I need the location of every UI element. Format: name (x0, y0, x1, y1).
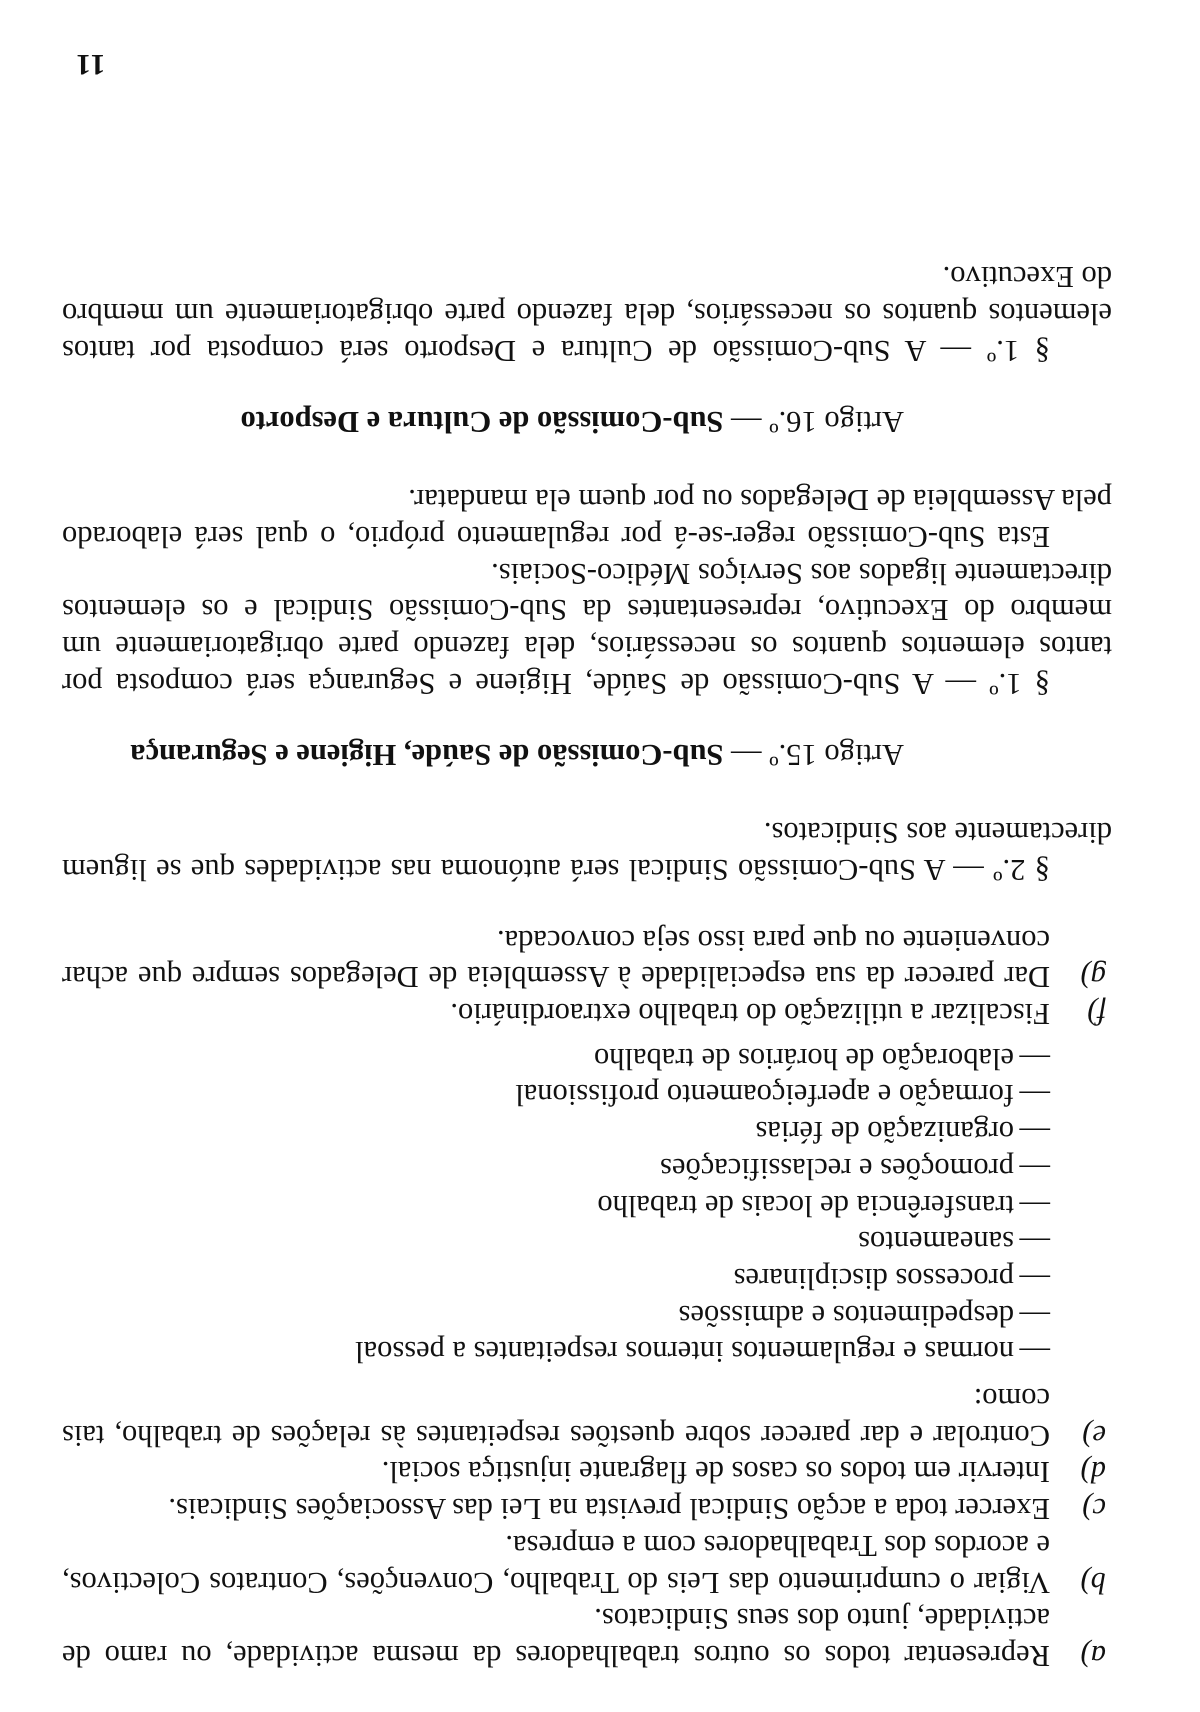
list-item-e (62, 1380, 1112, 1453)
dash-text: despedimentos e admissões (678, 1298, 1014, 1333)
dash-list-item (62, 1077, 1050, 1114)
dash-text: formação e aperfeiçoamento profissional (515, 1078, 1014, 1113)
dash-list-item (62, 1334, 1050, 1371)
dash-list-item (62, 1113, 1050, 1150)
list-item-a (62, 1601, 1112, 1674)
article-16-paragraph-1: § 1.º — A Sub-Comissão de Cultura e Desporto será composta por tantos elementos quantos os necessários, dela fazendo parte obrigatoriamente um membro do Executivo. (62, 260, 1112, 368)
list-upper (62, 1380, 1112, 1674)
dash-symbol: — (1019, 1188, 1050, 1223)
article-16-title: Sub-Comissão de Cultura e Desporto (240, 404, 724, 439)
item-text: Dar parecer da sua especialidade à Assembleia de Delegados sempre que achar conveniente ou que para isso seja convocada. (62, 923, 1050, 995)
dash-text: promoções e reclassificações (660, 1151, 1014, 1186)
dash-symbol: — (1019, 1115, 1050, 1150)
item-label: c) (1082, 1492, 1106, 1527)
dash-list-item (62, 1297, 1050, 1334)
dash-symbol: — (1019, 1041, 1050, 1076)
item-text: Controlar e dar parecer sobre questões respeitantes às relações de trabalho, tais como: (62, 1382, 1050, 1453)
dash-text: saneamentos (858, 1225, 1014, 1260)
article-15-heading (62, 736, 904, 773)
dash-list-item (62, 1260, 1050, 1297)
article-15-prefix: Artigo 15.º — (723, 737, 904, 772)
item-text: Fiscalizar a utilização do trabalho extraordinário. (450, 997, 1050, 1032)
article-15-title: Sub-Comissão de Saúde, Higiene e Segurança (130, 737, 724, 772)
dash-list-item (62, 1187, 1050, 1224)
dash-text: processos disciplinares (733, 1261, 1014, 1296)
article-16-heading (62, 403, 904, 440)
list-item-g (62, 922, 1112, 995)
dash-list-item (62, 1150, 1050, 1187)
dash-symbol: — (1019, 1151, 1050, 1186)
item-label: f) (1087, 997, 1106, 1032)
item-text: Representar todos os outros trabalhadores da mesma actividade, ou ramo de actividade, junto dos seus Sindicatos. (62, 1602, 1050, 1673)
dash-text: transferência de locais de trabalho (597, 1188, 1014, 1223)
dash-text: organização de férias (755, 1115, 1014, 1150)
dash-text: elaboração de horários de trabalho (593, 1041, 1014, 1076)
item-label: d) (1080, 1455, 1106, 1490)
item-text: Vigiar o cumprimento das Leis do Trabalho, Convenções, Contratos Colectivos, e acordos dos Trabalhadores com a empresa. (62, 1528, 1050, 1600)
list-item-f (62, 995, 1112, 1032)
article-15-paragraph-1: § 1.º — A Sub-Comissão de Saúde, Higiene e Segurança será composta por tantos elementos quantos os necessários, dela fazendo parte obrigatoriamente um membro do Executivo, representantes da Sub-Comissão Sindical e os elementos directamente ligados aos Serviços Médico-Sociais. (62, 556, 1112, 701)
page-number: 11 (75, 47, 106, 81)
dash-symbol: — (1019, 1298, 1050, 1333)
paragraph-2: § 2.º — A Sub-Comissão Sindical será autónoma nas actividades que se liguem directamente aos Sindicatos. (62, 816, 1112, 887)
dash-text: normas e regulamentos internos respeitantes a pessoal (355, 1335, 1014, 1370)
item-label: a) (1080, 1639, 1106, 1673)
dash-list (62, 1040, 1050, 1370)
article-15-paragraph-2: Esta Sub-Comissão reger-se-á por regulamento próprio, o qual será elaborado pela Assembleia de Delegados ou por quem ela mandatar. (62, 483, 1112, 555)
list-item-c (62, 1490, 1112, 1527)
item-label: e) (1082, 1418, 1106, 1453)
item-text: Intervir em todos os casos de flagrante injustiça social. (381, 1455, 1050, 1490)
dash-symbol: — (1019, 1261, 1050, 1296)
article-16-prefix: Artigo 16.º — (723, 404, 904, 439)
item-text: Exercer toda a acção Sindical prevista na Lei das Associações Sindicais. (168, 1492, 1050, 1527)
dash-symbol: — (1019, 1335, 1050, 1370)
list-item-b (62, 1527, 1112, 1600)
item-label: b) (1080, 1565, 1106, 1600)
dash-symbol: — (1019, 1225, 1050, 1260)
dash-list-item (62, 1224, 1050, 1261)
dash-symbol: — (1019, 1078, 1050, 1113)
dash-list-item (62, 1040, 1050, 1077)
item-label: g) (1080, 960, 1106, 995)
list-item-d (62, 1454, 1112, 1491)
list-lower (62, 922, 1112, 1032)
